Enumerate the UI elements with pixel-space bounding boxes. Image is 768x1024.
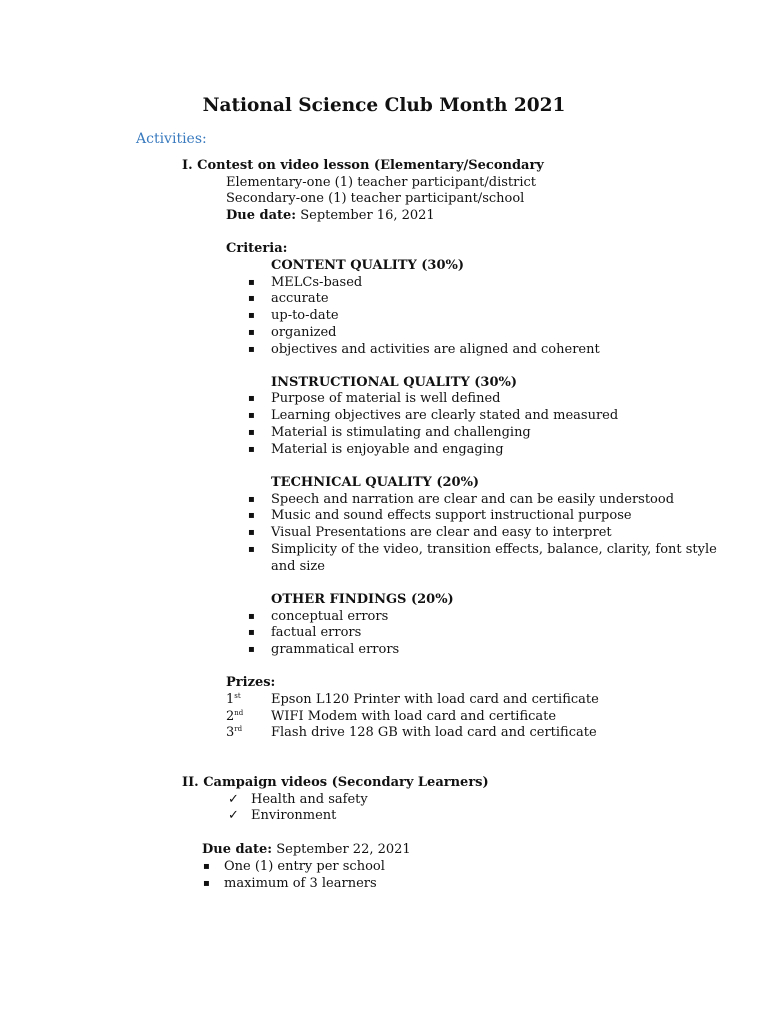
criterion-item: grammatical errors bbox=[271, 642, 400, 657]
section-1-heading: I. Contest on video lesson (Elementary/Secondary bbox=[182, 158, 544, 173]
group-heading-other-findings: OTHER FINDINGS (20%) bbox=[271, 592, 454, 607]
bullet-icon: ▪ bbox=[248, 410, 255, 421]
prize-rank: 3rd bbox=[226, 725, 243, 740]
criterion-item: factual errors bbox=[271, 625, 362, 640]
criterion-item: organized bbox=[271, 325, 337, 340]
bullet-icon: ▪ bbox=[248, 510, 255, 521]
bullet-icon: ▪ bbox=[248, 527, 255, 538]
criterion-item: Visual Presentations are clear and easy to interpret bbox=[271, 525, 612, 540]
prize-description: WIFI Modem with load card and certificate bbox=[271, 709, 557, 724]
rule-item: One (1) entry per school bbox=[224, 859, 385, 874]
due-date-value: September 22, 2021 bbox=[276, 842, 411, 857]
bullet-icon: ▪ bbox=[248, 277, 255, 288]
criterion-item: conceptual errors bbox=[271, 609, 389, 624]
checkmark-icon: ✓ bbox=[228, 808, 239, 823]
activities-heading: Activities: bbox=[136, 131, 207, 147]
bullet-icon: ▪ bbox=[248, 611, 255, 622]
group-heading-technical-quality: TECHNICAL QUALITY (20%) bbox=[271, 475, 480, 490]
prize-rank: 1st bbox=[226, 692, 241, 707]
due-date-label: Due date: bbox=[226, 208, 297, 223]
criterion-item: MELCs-based bbox=[271, 275, 363, 290]
checkmark-icon: ✓ bbox=[228, 792, 239, 807]
criterion-item: Music and sound effects support instructional purpose bbox=[271, 508, 632, 523]
criterion-item: Purpose of material is well defined bbox=[271, 391, 501, 406]
participant-line-secondary: Secondary-one (1) teacher participant/school bbox=[226, 191, 525, 206]
bullet-icon: ▪ bbox=[248, 494, 255, 505]
bullet-icon: ▪ bbox=[248, 444, 255, 455]
group-heading-content-quality: CONTENT QUALITY (30%) bbox=[271, 258, 465, 273]
section-2-due-date bbox=[202, 842, 411, 859]
bullet-icon: ▪ bbox=[248, 627, 255, 638]
rule-item: maximum of 3 learners bbox=[224, 876, 377, 891]
bullet-icon: ▪ bbox=[203, 861, 210, 872]
bullet-icon: ▪ bbox=[248, 327, 255, 338]
bullet-icon: ▪ bbox=[248, 544, 255, 555]
bullet-icon: ▪ bbox=[248, 293, 255, 304]
bullet-icon: ▪ bbox=[203, 878, 210, 889]
criterion-item: Learning objectives are clearly stated and measured bbox=[271, 408, 619, 423]
prize-description: Epson L120 Printer with load card and certificate bbox=[271, 692, 599, 707]
campaign-topic: Environment bbox=[251, 808, 337, 823]
section-2-heading: II. Campaign videos (Secondary Learners) bbox=[182, 775, 489, 790]
prize-rank: 2nd bbox=[226, 709, 244, 724]
criterion-item: objectives and activities are aligned and coherent bbox=[271, 342, 600, 357]
group-heading-instructional-quality: INSTRUCTIONAL QUALITY (30%) bbox=[271, 375, 518, 390]
section-1-due-date bbox=[226, 208, 435, 225]
bullet-icon: ▪ bbox=[248, 310, 255, 321]
bullet-icon: ▪ bbox=[248, 644, 255, 655]
criteria-label: Criteria: bbox=[226, 241, 288, 256]
bullet-icon: ▪ bbox=[248, 427, 255, 438]
criterion-item: Material is enjoyable and engaging bbox=[271, 442, 504, 457]
bullet-icon: ▪ bbox=[248, 344, 255, 355]
bullet-icon: ▪ bbox=[248, 393, 255, 404]
due-date-value: September 16, 2021 bbox=[300, 208, 435, 223]
criterion-item: accurate bbox=[271, 291, 329, 306]
criterion-item: Simplicity of the video, transition effects, balance, clarity, font style bbox=[271, 542, 717, 557]
criterion-item: Material is stimulating and challenging bbox=[271, 425, 531, 440]
criterion-item-continuation: and size bbox=[271, 559, 325, 574]
criterion-item: Speech and narration are clear and can be easily understood bbox=[271, 492, 675, 507]
prizes-label: Prizes: bbox=[226, 675, 276, 690]
prize-description: Flash drive 128 GB with load card and certificate bbox=[271, 725, 597, 740]
document-title: National Science Club Month 2021 bbox=[202, 95, 566, 116]
criterion-item: up-to-date bbox=[271, 308, 339, 323]
campaign-topic: Health and safety bbox=[251, 792, 368, 807]
participant-line-elementary: Elementary-one (1) teacher participant/district bbox=[226, 175, 537, 190]
due-date-label: Due date: bbox=[202, 842, 273, 857]
